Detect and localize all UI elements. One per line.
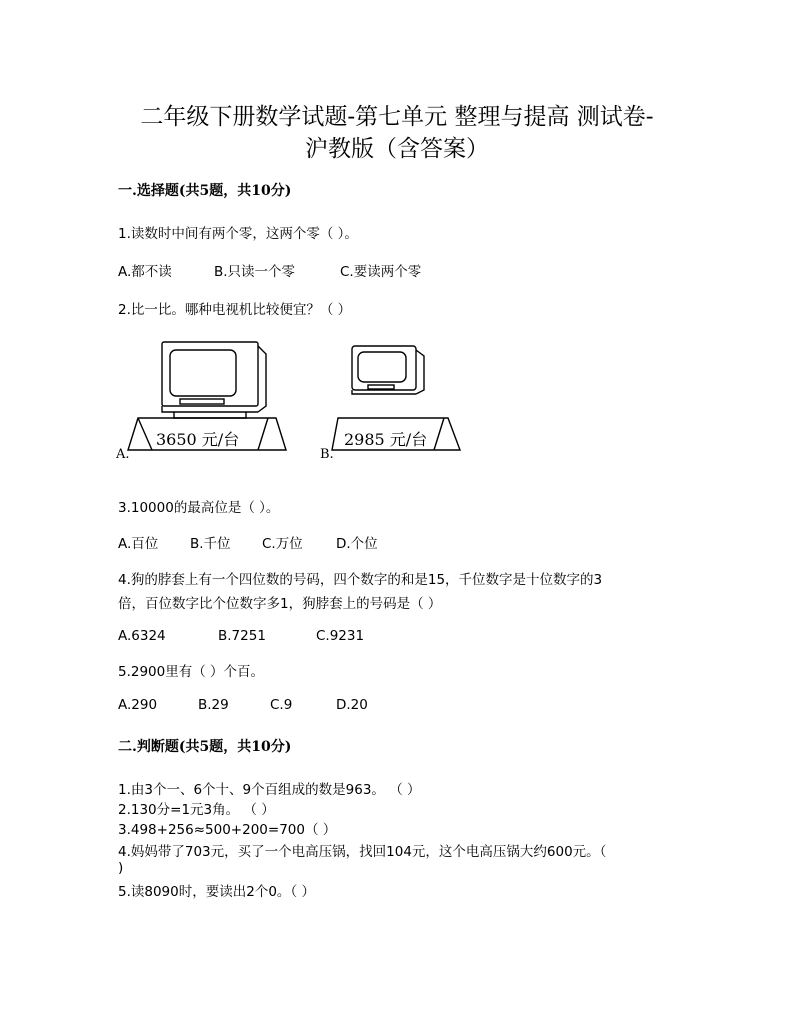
question-3: 3.10000的最高位是（ ）。 <box>118 500 280 516</box>
q3-option-a: A.百位 <box>118 536 159 552</box>
tf-item-5: 5.读8090时，要读出2个0。（ ） <box>118 884 315 900</box>
q3-option-b: B.千位 <box>190 536 231 552</box>
q1-option-a: A.都不读 <box>118 264 172 280</box>
tv-b-price: 2985 元/台 <box>344 430 428 449</box>
q5-option-c: C.9 <box>270 697 293 713</box>
q3-option-c: C.万位 <box>262 536 303 552</box>
section-heading-true-false: 二.判断题(共5题，共10分) <box>118 739 292 755</box>
page-title-line1: 二年级下册数学试题-第七单元 整理与提高 测试卷- <box>140 104 654 130</box>
q1-option-c: C.要读两个零 <box>340 264 422 280</box>
question-5: 5.2900里有（ ）个百。 <box>118 664 265 680</box>
page-title-line2: 沪教版（含答案） <box>305 136 489 162</box>
section-heading-choice: 一.选择题(共5题，共10分) <box>118 183 292 199</box>
tf-item-3: 3.498+256≈500+200=700（ ） <box>118 822 337 838</box>
tv-a-price: 3650 元/台 <box>156 430 240 449</box>
question-1: 1.读数时中间有两个零，这两个零（ ）。 <box>118 226 358 242</box>
q3-option-d: D.个位 <box>336 536 378 552</box>
q4-option-a: A.6324 <box>118 628 166 644</box>
question-4-line2: 倍，百位数字比个位数字多1，狗脖套上的号码是（ ） <box>118 596 442 612</box>
q5-option-a: A.290 <box>118 697 158 713</box>
tv-b-label: B. <box>320 447 334 462</box>
tv-a-figure <box>116 336 292 462</box>
tf-item-4: 4.妈妈带了703元，买了一个电高压锅，找回104元，这个电高压锅大约600元。（ <box>118 844 607 860</box>
question-4-line1: 4.狗的脖套上有一个四位数的号码，四个数字的和是15，千位数字是十位数字的3 <box>118 572 603 588</box>
tf-item-2: 2.130分=1元3角。 （ ） <box>118 802 275 818</box>
q1-option-b: B.只读一个零 <box>214 264 296 280</box>
q5-option-b: B.29 <box>198 697 229 713</box>
tv-a-label: A. <box>116 447 130 462</box>
q5-option-d: D.20 <box>336 697 368 713</box>
tv-b-figure <box>318 336 468 462</box>
q4-option-b: B.7251 <box>218 628 266 644</box>
question-2: 2.比一比。哪种电视机比较便宜？（ ） <box>118 302 352 318</box>
tf-item-4-continued: ) <box>118 860 124 876</box>
tf-item-1: 1.由3个一、6个十、9个百组成的数是963。 （ ） <box>118 782 421 798</box>
q4-option-c: C.9231 <box>316 628 365 644</box>
